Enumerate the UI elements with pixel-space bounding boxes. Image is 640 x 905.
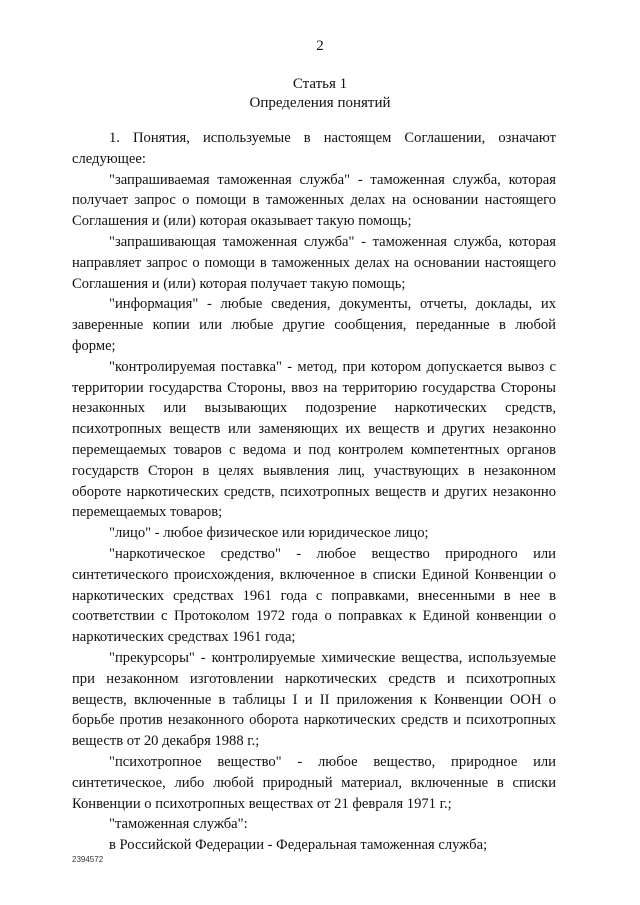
definition-information: "информация" - любые сведения, документы, отчеты, доклады, их заверенные копии или любые другие сообщения, переданные в любой форме; [72, 296, 556, 354]
definition-requesting-service: "запрашивающая таможенная служба" - таможенная служба, которая направляет запрос о помощи в таможенных делах на основании настоящего Соглашения и (или) которая получает такую помощь; [72, 233, 556, 292]
definition-customs-service-russia: в Российской Федерации - Федеральная таможенная служба; [109, 837, 488, 854]
page-number: 2 [316, 38, 324, 54]
document-id: 2394572 [72, 855, 104, 864]
article-title: Определения понятий [249, 95, 391, 111]
paragraph-intro: 1. Понятия, используемые в настоящем Соглашении, означают следующее: [72, 130, 556, 167]
definition-narcotic-drug: "наркотическое средство" - любое вещество природного или синтетического происхождения, включенное в списки Единой Конвенции о наркотических средствах 1961 года с поправками, внесенными в нее в соответствии с Протоколом 1972 года о поправках к Единой конвенции о наркотических средствах 1961 года; [72, 545, 556, 646]
definition-psychotropic-substance: "психотропное вещество" - любое вещество, природное или синтетическое, либо любой природный материал, включенные в списки Конвенции о психотропных веществах от 21 февраля 1971 г.; [72, 753, 556, 812]
definition-precursors: "прекурсоры" - контролируемые химические вещества, используемые при незаконном изготовлении наркотических средств и психотропных веществ, включенные в таблицы I и II приложения к Конвенции ООН о борьбе против незаконного оборота наркотических средств и психотропных веществ от 20 декабря 1988 г.; [72, 649, 556, 750]
definition-person: "лицо" - любое физическое или юридическое лицо; [109, 525, 429, 542]
definition-customs-service: "таможенная служба": [109, 816, 248, 833]
definition-requested-service: "запрашиваемая таможенная служба" - таможенная служба, которая получает запрос о помощи в таможенных делах на основании настоящего Соглашения и (или) которая оказывает такую помощь; [72, 171, 556, 230]
article-heading [0, 75, 640, 113]
article-label: Статья 1 [292, 76, 348, 92]
definition-controlled-delivery: "контролируемая поставка" - метод, при котором допускается вывоз с территории государства Стороны, ввоз на территорию государства Стороны незаконных или вызывающих подозрение наркотических средств, психотропных веществ или заменяющих их веществ и других незаконно перемещаемых товаров с ведома и под контролем компетентных органов государств Сторон в целях выявления лиц, участвующих в незаконном обороте наркотических средств, психотропных веществ и других незаконно перемещаемых товаров; [72, 358, 556, 521]
document-body [72, 128, 556, 856]
